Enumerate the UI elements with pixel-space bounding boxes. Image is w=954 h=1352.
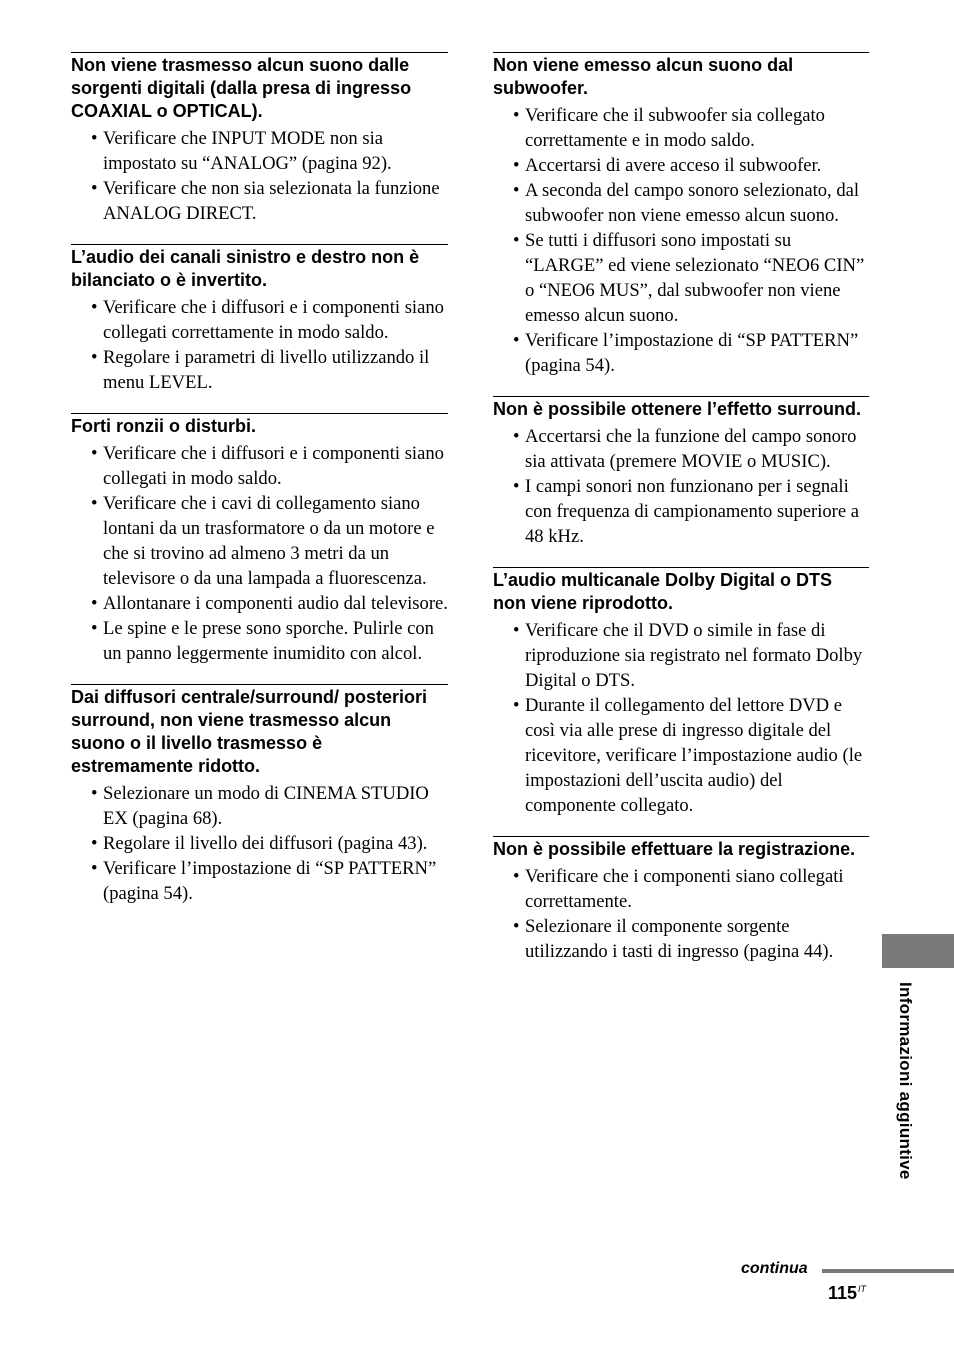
bullet-list bbox=[71, 126, 448, 226]
bullet-list bbox=[71, 295, 448, 395]
section-heading: Dai diffusori centrale/surround/ posteriori surround, non viene trasmesso alcun suono o il livello trasmesso è estremamente ridotto. bbox=[71, 687, 428, 776]
bullet-list bbox=[493, 864, 869, 964]
troubleshooting-section bbox=[71, 52, 448, 226]
continued-label: continua bbox=[741, 1260, 808, 1277]
section-heading: Non viene trasmesso alcun suono dalle sorgenti digitali (dalla presa di ingresso COAXIAL o OPTICAL). bbox=[71, 55, 412, 121]
bullet-item: • Se tutti i diffusori sono impostati su “LARGE” ed viene selezionato “NEO6 CIN” o “NEO6 MUS”, dal subwoofer non viene emesso alcun suono. bbox=[493, 228, 869, 328]
bullet-item: • Regolare i parametri di livello utilizzando il menu LEVEL. bbox=[71, 345, 448, 395]
troubleshooting-section bbox=[493, 396, 869, 549]
bullet-list bbox=[493, 103, 869, 378]
bullet-item: • Verificare che i diffusori e i componenti siano collegati in modo saldo. bbox=[71, 441, 448, 491]
bullet-item: • Durante il collegamento del lettore DVD e così via alle prese di ingresso digitale del ricevitore, verificare l’impostazione audio (le impostazioni dell’uscita audio) del componente collegato. bbox=[493, 693, 869, 818]
bullet-item: • Verificare che INPUT MODE non sia impostato su “ANALOG” (pagina 92). bbox=[71, 126, 448, 176]
bullet-item: • Selezionare il componente sorgente utilizzando i tasti di ingresso (pagina 44). bbox=[493, 914, 869, 964]
bullet-item: • Verificare che il subwoofer sia collegato correttamente e in modo saldo. bbox=[493, 103, 869, 153]
right-column bbox=[493, 52, 869, 964]
bullet-item: • Allontanare i componenti audio dal televisore. bbox=[71, 591, 448, 616]
bullet-item: • Verificare che non sia selezionata la funzione ANALOG DIRECT. bbox=[71, 176, 448, 226]
troubleshooting-section bbox=[71, 413, 448, 666]
page-number bbox=[828, 1283, 866, 1304]
section-heading: Forti ronzii o disturbi. bbox=[71, 416, 256, 436]
bullet-item: • Verificare che i componenti siano collegati correttamente. bbox=[493, 864, 869, 914]
bullet-item: • I campi sonori non funzionano per i segnali con frequenza di campionamento superiore a 48 kHz. bbox=[493, 474, 869, 549]
bullet-item: • Regolare il livello dei diffusori (pagina 43). bbox=[71, 831, 448, 856]
page-number-suffix: IT bbox=[858, 1284, 867, 1294]
section-heading: L’audio multicanale Dolby Digital o DTS non viene riprodotto. bbox=[493, 570, 833, 613]
section-tab-marker bbox=[882, 934, 954, 968]
page-number-value: 115 bbox=[828, 1283, 858, 1303]
section-side-label: Informazioni aggiuntive bbox=[896, 982, 915, 1180]
bullet-item: • Verificare l’impostazione di “SP PATTERN” (pagina 54). bbox=[71, 856, 448, 906]
bullet-item: • Verificare che il DVD o simile in fase di riproduzione sia registrato nel formato Dolby Digital o DTS. bbox=[493, 618, 869, 693]
continued-rule bbox=[822, 1269, 954, 1273]
troubleshooting-section bbox=[493, 52, 869, 378]
bullet-list bbox=[71, 781, 448, 906]
section-heading: Non è possibile effettuare la registrazione. bbox=[493, 839, 856, 859]
bullet-item: • Verificare che i cavi di collegamento siano lontani da un trasformatore o da un motore e che si trovino ad almeno 3 metri da un televisore o da una lampada a fluorescenza. bbox=[71, 491, 448, 591]
section-heading: Non viene emesso alcun suono dal subwoofer. bbox=[493, 55, 794, 98]
bullet-item: • Selezionare un modo di CINEMA STUDIO EX (pagina 68). bbox=[71, 781, 448, 831]
bullet-list bbox=[71, 441, 448, 666]
bullet-list bbox=[493, 424, 869, 549]
bullet-list bbox=[493, 618, 869, 818]
section-heading: L’audio dei canali sinistro e destro non è bilanciato o è invertito. bbox=[71, 247, 420, 290]
bullet-item: • A seconda del campo sonoro selezionato, dal subwoofer non viene emesso alcun suono. bbox=[493, 178, 869, 228]
section-heading: Non è possibile ottenere l’effetto surround. bbox=[493, 399, 862, 419]
left-column bbox=[71, 52, 448, 906]
bullet-item: • Accertarsi che la funzione del campo sonoro sia attivata (premere MOVIE o MUSIC). bbox=[493, 424, 869, 474]
bullet-item: • Accertarsi di avere acceso il subwoofer. bbox=[493, 153, 869, 178]
bullet-item: • Le spine e le prese sono sporche. Pulirle con un panno leggermente inumidito con alcol. bbox=[71, 616, 448, 666]
bullet-item: • Verificare l’impostazione di “SP PATTERN” (pagina 54). bbox=[493, 328, 869, 378]
troubleshooting-section bbox=[493, 836, 869, 964]
troubleshooting-section bbox=[71, 244, 448, 395]
bullet-item: • Verificare che i diffusori e i componenti siano collegati correttamente in modo saldo. bbox=[71, 295, 448, 345]
troubleshooting-section bbox=[71, 684, 448, 906]
troubleshooting-section bbox=[493, 567, 869, 818]
